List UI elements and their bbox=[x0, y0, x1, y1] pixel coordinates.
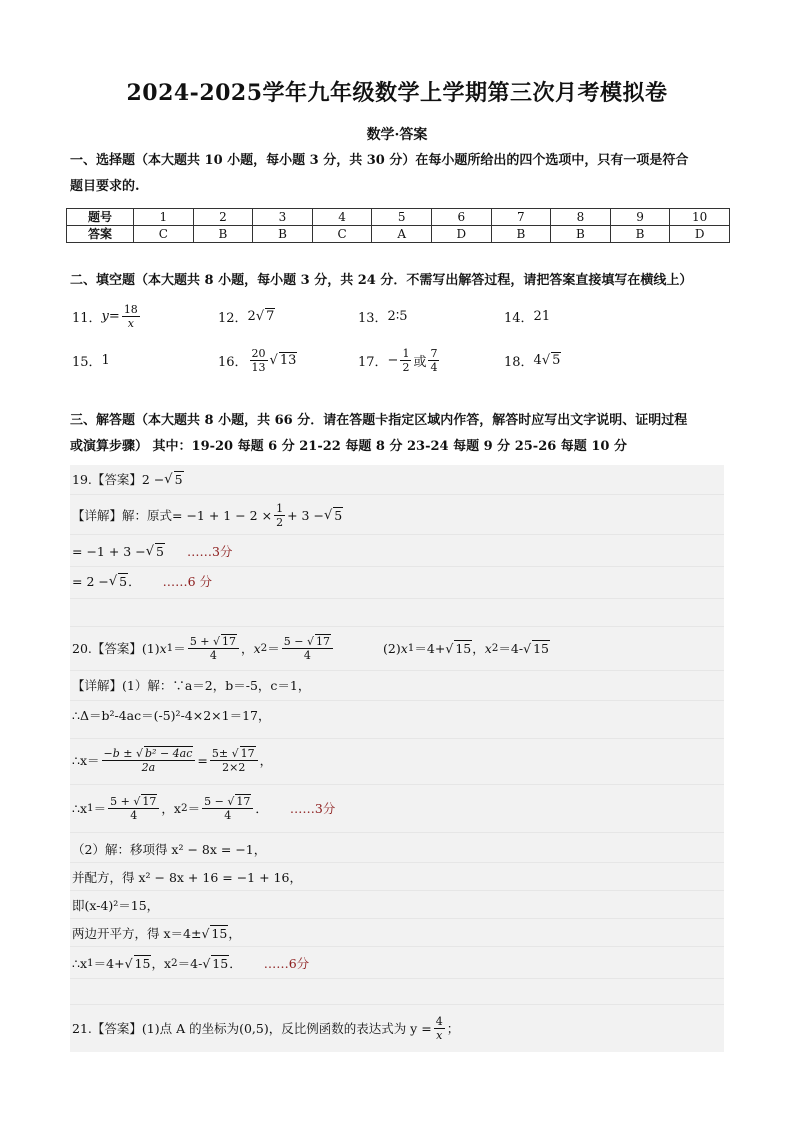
q20-p2-l5-r1: 15 bbox=[134, 956, 151, 971]
q20-p2-l5-c: ，x bbox=[151, 956, 172, 971]
q18-number: 18． bbox=[504, 354, 534, 370]
q20-detail2: ∴Δ＝b²-4ac＝(-5)²-4×2×1＝17， bbox=[72, 708, 271, 723]
q20-p2-line1: （2）解：移项得 x² − 8x = −1， bbox=[72, 842, 267, 857]
q20-frac2 bbox=[282, 636, 333, 661]
divider bbox=[70, 918, 724, 919]
q20-p2-l5-tail: ． bbox=[229, 956, 242, 971]
table-cell-answer: C bbox=[312, 226, 372, 243]
q20-d4-s2: 2 bbox=[180, 802, 188, 814]
q20-d4-frac1 bbox=[108, 796, 159, 821]
section3-heading bbox=[70, 408, 730, 460]
q20-p2-l5-d: ＝4- bbox=[177, 956, 203, 971]
q20-p2-l4-a: 两边开平方，得 x＝4± bbox=[72, 926, 202, 941]
q20-d4-tail: ． bbox=[255, 801, 268, 816]
divider bbox=[70, 626, 724, 627]
table-header-answer: 答案 bbox=[67, 226, 134, 243]
q20-p2-v2: ＝4- bbox=[498, 641, 524, 656]
q20-d3-eq: = bbox=[197, 752, 208, 768]
q20-eq2: ＝ bbox=[267, 641, 280, 656]
q19-answer-radicand: 5 bbox=[174, 472, 183, 487]
q21-answer-label: 21.【答案】 bbox=[72, 1021, 142, 1036]
q20-d3-frac1-num bbox=[102, 748, 196, 761]
q13-number: 13． bbox=[358, 310, 388, 326]
q20-d4-frac2-num bbox=[202, 796, 253, 809]
q20-d3-num-rad: b² − 4ac bbox=[145, 746, 193, 760]
q17-numerator-1: 1 bbox=[402, 346, 410, 360]
sqrt-icon: √ bbox=[231, 746, 239, 760]
q20-p2-line3: 即(x-4)²＝15， bbox=[72, 898, 160, 913]
q19-step2 bbox=[72, 538, 232, 564]
divider bbox=[70, 946, 724, 947]
q17-numerator-2: 7 bbox=[430, 346, 438, 360]
q18-radicand: 5 bbox=[552, 353, 561, 368]
q17-fraction-2 bbox=[428, 348, 439, 373]
sqrt-icon: √ bbox=[145, 543, 154, 559]
q20-p2-l5-s2: 2 bbox=[171, 957, 178, 969]
q15-number: 15． bbox=[72, 354, 102, 370]
section1-heading-line2: 题目要求的. bbox=[70, 179, 140, 194]
q20-p2-line5 bbox=[72, 950, 309, 976]
q20-p2-x1-sub: 1 bbox=[407, 642, 415, 654]
q18-coef: 4 bbox=[533, 352, 542, 368]
q19-step2-score: ……3分 bbox=[186, 544, 233, 559]
q21-text: (1)点 A 的坐标为(0,5)，反比例函数的表达式为 y = bbox=[141, 1021, 432, 1036]
q20-p2-x2: x bbox=[484, 640, 492, 656]
sqrt-icon: √ bbox=[108, 573, 118, 589]
q20-p2-l5-score: ……6分 bbox=[263, 956, 310, 971]
q19-answer bbox=[72, 466, 184, 492]
q20-frac1-rad: 17 bbox=[222, 634, 237, 648]
divider bbox=[70, 890, 724, 891]
q20-p2-l5-s1: 1 bbox=[87, 957, 94, 969]
sqrt-icon: √ bbox=[227, 794, 235, 808]
q19-answer-label: 19.【答案】 bbox=[72, 472, 142, 487]
q20-p2-r1: 15 bbox=[455, 641, 472, 656]
q19-detail-label: 【详解】解：原式 bbox=[72, 508, 173, 523]
q19-detail bbox=[72, 500, 343, 530]
table-cell-number: 1 bbox=[134, 209, 194, 226]
q21-answer bbox=[72, 1010, 459, 1046]
page-subtitle: 数学·答案 bbox=[366, 127, 428, 143]
q16-fraction bbox=[250, 348, 268, 373]
q20-p2-l4-tail: ， bbox=[228, 926, 241, 941]
page-title: 2024-2025学年九年级数学上学期第三次月考模拟卷 bbox=[126, 80, 668, 106]
sqrt-icon: √ bbox=[201, 925, 210, 941]
table-cell-number: 2 bbox=[193, 209, 253, 226]
q20-frac1-den: 4 bbox=[209, 648, 217, 662]
q20-d4-n1: 5 + bbox=[110, 794, 134, 808]
q20-p2-line2: 并配方，得 x² − 8x + 16 = −1 + 16， bbox=[72, 870, 302, 885]
q20-eq1: ＝ bbox=[173, 641, 186, 656]
q17-denominator-2: 4 bbox=[430, 360, 438, 374]
q17-denominator-1: 2 bbox=[402, 360, 410, 374]
q20-frac2-rad: 17 bbox=[316, 634, 330, 648]
q20-d4-n2: 5 − bbox=[204, 794, 228, 808]
q12-radicand: 7 bbox=[266, 309, 275, 324]
fill-answer-18 bbox=[504, 340, 561, 380]
q19-step3 bbox=[72, 568, 212, 594]
q11-numerator: 18 bbox=[123, 302, 138, 316]
table-cell-number: 3 bbox=[253, 209, 313, 226]
q16-numerator: 20 bbox=[251, 346, 266, 360]
divider bbox=[70, 700, 724, 701]
q19-step3-text: = 2 − bbox=[72, 573, 109, 589]
q20-p2-l5-a: ∴x bbox=[72, 955, 88, 971]
q21-tail: ； bbox=[446, 1021, 460, 1036]
table-cell-answer: D bbox=[431, 226, 491, 243]
table-cell-number: 6 bbox=[431, 209, 491, 226]
divider bbox=[70, 566, 724, 567]
q13-value: 2∶5 bbox=[387, 308, 408, 324]
divider bbox=[70, 534, 724, 535]
q21-frac-num: 4 bbox=[435, 1014, 443, 1028]
divider bbox=[70, 832, 724, 833]
section3-heading-line2: 或演算步骤） 其中：19-20 每题 6 分 21-22 每题 8 分 23-24 每题 9 分 25-26 每题 10 分 bbox=[70, 439, 627, 454]
q20-p2-x1: x bbox=[400, 640, 408, 656]
q20-d4-eq2: ＝ bbox=[187, 801, 201, 816]
q20-d3-tail: ， bbox=[259, 753, 273, 768]
table-cell-number: 7 bbox=[491, 209, 551, 226]
q20-d4-r1: 17 bbox=[142, 794, 157, 808]
q12-number: 12． bbox=[218, 310, 248, 326]
sqrt-icon: √ bbox=[255, 308, 265, 324]
table-header-number: 题号 bbox=[67, 209, 134, 226]
q19-frac-num: 1 bbox=[276, 501, 284, 515]
q17-or: 或 bbox=[413, 354, 427, 370]
q19-step3-radicand: 5 bbox=[119, 574, 128, 589]
q11-fraction bbox=[122, 304, 140, 329]
q16-number: 16． bbox=[218, 354, 248, 370]
q20-d4-frac2 bbox=[202, 796, 253, 821]
sqrt-icon: √ bbox=[269, 352, 278, 368]
q20-d3-num-a: −b ± bbox=[103, 746, 136, 760]
section1-heading bbox=[70, 148, 730, 200]
sqrt-icon: √ bbox=[323, 507, 333, 523]
sqrt-icon: √ bbox=[213, 634, 221, 648]
q19-step3-tail: ． bbox=[128, 574, 141, 589]
sqrt-icon: √ bbox=[135, 746, 143, 760]
q20-frac2-num-a: 5 − bbox=[283, 634, 307, 648]
q17-number: 17． bbox=[358, 354, 388, 370]
table-cell-number: 5 bbox=[372, 209, 432, 226]
sqrt-icon: √ bbox=[445, 640, 454, 656]
sqrt-icon: √ bbox=[124, 955, 133, 971]
table-row-answers bbox=[67, 226, 730, 243]
q20-x1: x bbox=[159, 640, 167, 656]
table-cell-answer: B bbox=[491, 226, 551, 243]
q20-d3-frac2 bbox=[210, 748, 258, 773]
q20-x2: x bbox=[253, 640, 261, 656]
q20-d3-frac2-num bbox=[210, 748, 258, 761]
sqrt-icon: √ bbox=[306, 634, 314, 648]
fill-answer-12 bbox=[218, 296, 275, 336]
divider bbox=[70, 598, 724, 599]
q20-p2-l5-r2: 15 bbox=[212, 956, 229, 971]
q20-p2-line4 bbox=[72, 920, 241, 946]
q20-frac2-num bbox=[282, 636, 333, 649]
q20-d4-s1: 1 bbox=[87, 802, 94, 814]
table-cell-number: 10 bbox=[670, 209, 730, 226]
q20-detail3 bbox=[72, 740, 272, 780]
divider bbox=[70, 862, 724, 863]
q20-answer-label: 20.【答案】 bbox=[72, 641, 142, 656]
q11-lhs: y bbox=[101, 308, 109, 324]
q20-d3-num2-rad: 17 bbox=[240, 746, 255, 760]
table-row-numbers bbox=[67, 209, 730, 226]
q21-fraction bbox=[434, 1016, 445, 1041]
q20-d3-lead: ∴x＝ bbox=[72, 753, 100, 768]
q11-denominator: x bbox=[127, 316, 134, 330]
q20-d3-num2: 5± bbox=[211, 746, 232, 760]
q20-answer bbox=[72, 630, 550, 666]
q20-p2-l5-b: ＝4+ bbox=[93, 956, 125, 971]
table-cell-answer: C bbox=[134, 226, 194, 243]
q20-d4-frac1-num bbox=[108, 796, 159, 809]
fill-answer-11 bbox=[72, 296, 142, 336]
table-cell-answer: B bbox=[193, 226, 253, 243]
q15-value: 1 bbox=[101, 352, 110, 368]
q20-p2-x2-sub: 2 bbox=[491, 642, 499, 654]
table-cell-number: 4 bbox=[312, 209, 372, 226]
q19-frac-den: 2 bbox=[276, 515, 284, 529]
sqrt-icon: √ bbox=[523, 640, 532, 656]
q20-part1-label: (1) bbox=[141, 640, 160, 656]
q21-frac-den: x bbox=[436, 1028, 443, 1042]
q19-detail-radicand: 5 bbox=[334, 508, 343, 523]
q14-value: 21 bbox=[533, 308, 551, 324]
q19-fraction bbox=[274, 503, 285, 528]
table-cell-answer: B bbox=[253, 226, 313, 243]
fill-answer-17 bbox=[358, 340, 441, 380]
q20-detail4 bbox=[72, 788, 335, 828]
q20-comma: ， bbox=[241, 641, 254, 656]
sqrt-icon: √ bbox=[202, 955, 211, 971]
q20-d3-den2: 2×2 bbox=[222, 760, 246, 774]
sqrt-icon: √ bbox=[133, 794, 141, 808]
divider bbox=[70, 784, 724, 785]
q20-d4-comma: ，x bbox=[161, 801, 181, 816]
table-cell-number: 9 bbox=[610, 209, 670, 226]
q16-radicand: 13 bbox=[279, 353, 297, 368]
q20-part2-label: (2) bbox=[383, 640, 401, 656]
table-cell-answer: D bbox=[670, 226, 730, 243]
q19-step2-text: = −1 + 3 − bbox=[72, 543, 146, 559]
q16-denominator: 13 bbox=[251, 360, 266, 374]
divider bbox=[70, 738, 724, 739]
q20-d4-d2: 4 bbox=[224, 808, 232, 822]
sqrt-icon: √ bbox=[164, 471, 173, 487]
divider bbox=[70, 978, 724, 979]
section3-heading-line1: 三、解答题（本大题共 8 小题，共 66 分．请在答题卡指定区域内作答，解答时应写出文字说明、证明过程 bbox=[70, 413, 688, 428]
q20-d3-frac1 bbox=[102, 748, 196, 773]
q20-p2-comma: ， bbox=[472, 641, 485, 656]
q19-step3-score: ……6 分 bbox=[162, 574, 213, 589]
fill-answer-16 bbox=[218, 340, 297, 380]
q20-frac1-num-a: 5 + bbox=[189, 634, 214, 648]
q12-coef: 2 bbox=[247, 308, 256, 324]
q20-d4-d1: 4 bbox=[130, 808, 138, 822]
section2-heading: 二、填空题（本大题共 8 小题，每小题 3 分，共 24 分．不需写出解答过程，请把答案直接填写在横线上） bbox=[70, 273, 693, 288]
q20-frac1 bbox=[188, 636, 239, 661]
q19-answer-value: 2 − bbox=[141, 471, 165, 487]
q20-p2-l4-rad: 15 bbox=[211, 926, 228, 941]
q11-number: 11． bbox=[72, 310, 102, 326]
q20-frac1-num bbox=[188, 636, 239, 649]
q20-frac2-den: 4 bbox=[303, 648, 311, 662]
q17-sign: − bbox=[387, 352, 399, 368]
answer-table bbox=[66, 208, 730, 243]
table-cell-answer: B bbox=[551, 226, 611, 243]
q17-fraction-1 bbox=[400, 348, 411, 373]
q19-expr-a: = −1 + 1 − 2 × bbox=[172, 507, 273, 523]
q20-d4-lead: ∴x bbox=[72, 800, 88, 816]
q20-d3-den: 2a bbox=[141, 760, 156, 774]
q20-p2-r2: 15 bbox=[533, 641, 549, 656]
q20-d4-eq1: ＝ bbox=[93, 801, 107, 816]
q14-number: 14． bbox=[504, 310, 534, 326]
fill-answer-15 bbox=[72, 340, 110, 380]
fill-answer-14 bbox=[504, 296, 550, 336]
q20-d4-score: ……3分 bbox=[289, 801, 336, 816]
q20-x2-sub: 2 bbox=[260, 642, 268, 654]
q19-expr-b: + 3 − bbox=[287, 507, 324, 523]
table-cell-answer: B bbox=[610, 226, 670, 243]
table-cell-number: 8 bbox=[551, 209, 611, 226]
table-cell-answer: A bbox=[372, 226, 432, 243]
q20-detail1: 【详解】(1）解：∵a＝2，b＝-5，c＝1， bbox=[72, 678, 311, 693]
divider bbox=[70, 1004, 724, 1005]
sqrt-icon: √ bbox=[541, 352, 551, 368]
divider bbox=[70, 670, 724, 671]
section1-heading-line1: 一、选择题（本大题共 10 小题，每小题 3 分，共 30 分）在每小题所给出的四个选项中，只有一项是符合 bbox=[70, 153, 689, 168]
fill-answer-13 bbox=[358, 296, 407, 336]
divider bbox=[70, 494, 724, 495]
q20-p2-v1: ＝4+ bbox=[414, 641, 446, 656]
q20-d4-r2: 17 bbox=[236, 794, 251, 808]
q19-step2-radicand: 5 bbox=[156, 544, 164, 559]
q11-eq: = bbox=[108, 308, 120, 324]
q20-x1-sub: 1 bbox=[166, 642, 174, 654]
